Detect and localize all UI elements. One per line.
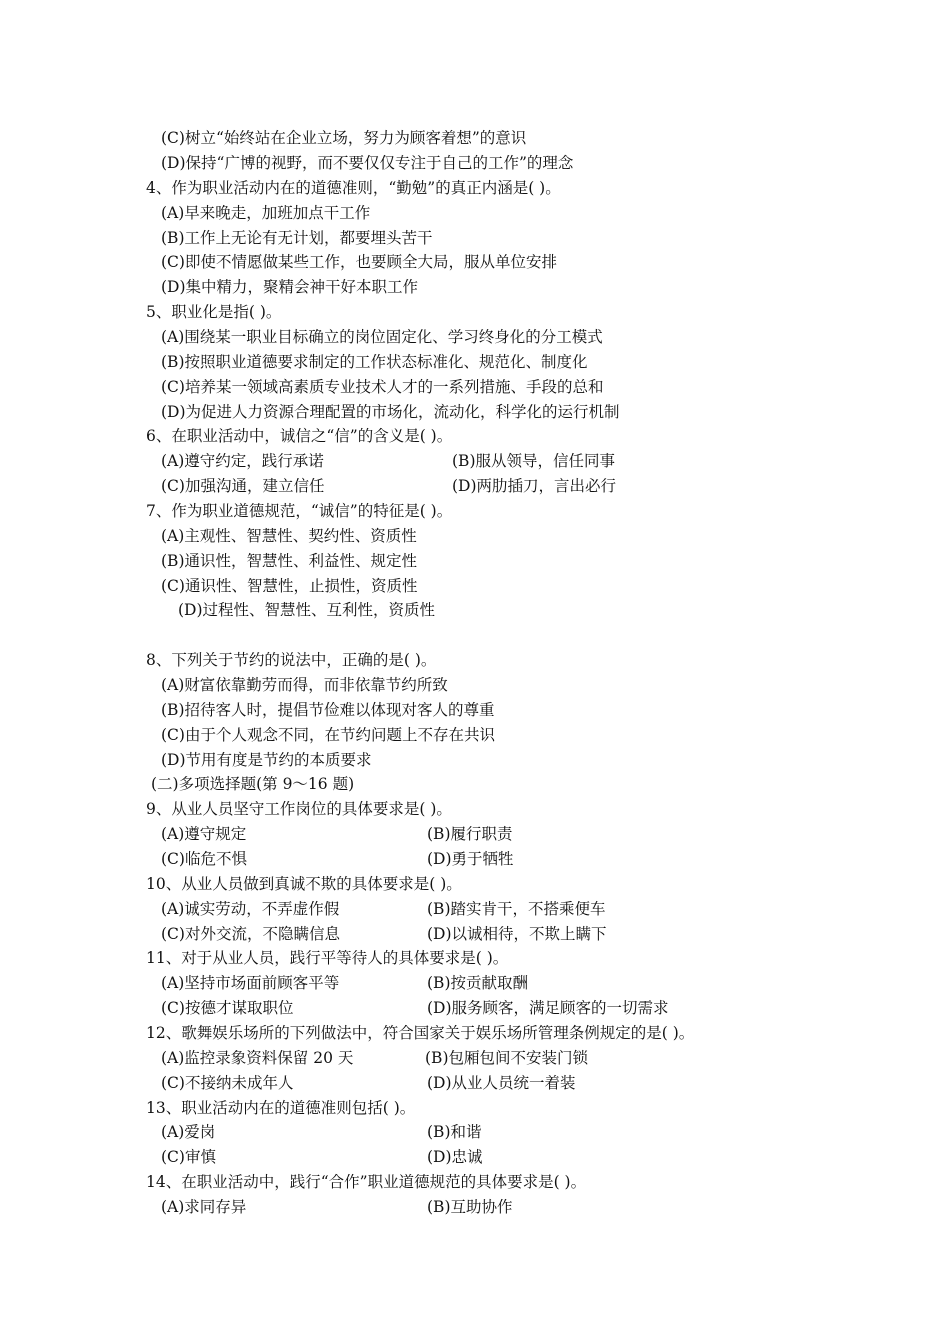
option-line: (A)围绕某一职业目标确立的岗位固定化、学习终身化的分工模式 <box>161 328 603 346</box>
question-line: 4、作为职业活动内在的道德准则，“勤勉”的真正内涵是( )。 <box>146 179 561 197</box>
option-line: (B)招待客人时，提倡节俭难以体现对客人的尊重 <box>161 701 495 719</box>
option-line: (C)加强沟通，建立信任 <box>161 477 325 495</box>
option-line: (B)和谐 <box>427 1123 482 1141</box>
option-line: (C)不接纳未成年人 <box>161 1074 294 1092</box>
option-line: (C)按德才谋取职位 <box>161 999 294 1017</box>
question-line: 6、在职业活动中，诚信之“信”的含义是( )。 <box>146 427 453 445</box>
question-line: 7、作为职业道德规范，“诚信”的特征是( )。 <box>146 502 453 520</box>
option-line: (A)遵守约定，践行承诺 <box>161 452 324 470</box>
option-line: (A)早来晚走，加班加点干工作 <box>161 204 371 222</box>
question-line: 12、歌舞娱乐场所的下列做法中，符合国家关于娱乐场所管理条例规定的是( )。 <box>146 1024 695 1042</box>
option-line: (D)以诚相待，不欺上瞒下 <box>427 925 607 943</box>
option-line: (C)即使不情愿做某些工作，也要顾全大局，服从单位安排 <box>161 253 557 271</box>
option-line: (C)对外交流，不隐瞒信息 <box>161 925 340 943</box>
option-line: (A)求同存异 <box>161 1198 247 1216</box>
option-line: (B)按贡献取酬 <box>427 974 528 992</box>
option-line: (D)服务顾客，满足顾客的一切需求 <box>427 999 669 1017</box>
option-line: (B)包厢包间不安装门锁 <box>425 1049 588 1067</box>
option-line: (A)爱岗 <box>161 1123 216 1141</box>
option-line: (B)履行职责 <box>427 825 513 843</box>
option-line: (A)诚实劳动，不弄虚作假 <box>161 900 340 918</box>
option-line: (D)过程性、智慧性、互利性，资质性 <box>178 601 436 619</box>
question-line: 5、职业化是指( )。 <box>146 303 282 321</box>
option-line: (D)勇于牺牲 <box>427 850 514 868</box>
option-line: (A)坚持市场面前顾客平等 <box>161 974 340 992</box>
option-line: (B)服从领导，信任同事 <box>452 452 615 470</box>
option-line: (A)遵守规定 <box>161 825 247 843</box>
question-line: 14、在职业活动中，践行“合作”职业道德规范的具体要求是( )。 <box>146 1173 587 1191</box>
option-line: (C)培养某一领域高素质专业技术人才的一系列措施、手段的总和 <box>161 378 604 396</box>
option-line: (D)节用有度是节约的本质要求 <box>161 751 372 769</box>
option-line: (A)主观性、智慧性、契约性、资质性 <box>161 527 417 545</box>
option-line: (C)临危不惧 <box>161 850 247 868</box>
option-line: (B)互助协作 <box>427 1198 513 1216</box>
option-line: (A)财富依靠勤劳而得，而非依靠节约所致 <box>161 676 448 694</box>
question-line: 8、下列关于节约的说法中，正确的是( )。 <box>146 651 437 669</box>
question-line: 11、对于从业人员，践行平等待人的具体要求是( )。 <box>146 949 509 967</box>
question-line: 13、职业活动内在的道德准则包括( )。 <box>146 1099 416 1117</box>
option-line: (C)审慎 <box>161 1148 216 1166</box>
option-line: (C)由于个人观念不同，在节约问题上不存在共识 <box>161 726 495 744</box>
option-line: (D)保持“广博的视野，而不要仅仅专注于自己的工作”的理念 <box>161 154 574 172</box>
option-line: (A)监控录象资料保留 20 天 <box>161 1049 354 1067</box>
option-line: (B)按照职业道德要求制定的工作状态标准化、规范化、制度化 <box>161 353 588 371</box>
option-line: (B)工作上无论有无计划，都要埋头苦干 <box>161 229 433 247</box>
section-heading: (二)多项选择题(第 9～16 题) <box>151 775 355 793</box>
option-line: (D)忠诚 <box>427 1148 483 1166</box>
option-line: (C)通识性、智慧性，止损性，资质性 <box>161 577 418 595</box>
option-line: (D)为促进人力资源合理配置的市场化，流动化，科学化的运行机制 <box>161 403 620 421</box>
option-line: (C)树立“始终站在企业立场，努力为顾客着想”的意识 <box>161 129 527 147</box>
option-line: (B)踏实肯干，不搭乘便车 <box>427 900 606 918</box>
option-line: (D)集中精力，聚精会神干好本职工作 <box>161 278 419 296</box>
option-line: (B)通识性，智慧性、利益性、规定性 <box>161 552 417 570</box>
question-line: 9、从业人员坚守工作岗位的具体要求是( )。 <box>146 800 452 818</box>
question-line: 10、从业人员做到真诚不欺的具体要求是( )。 <box>146 875 462 893</box>
option-line: (D)两肋插刀，言出必行 <box>452 477 617 495</box>
option-line: (D)从业人员统一着装 <box>427 1074 576 1092</box>
